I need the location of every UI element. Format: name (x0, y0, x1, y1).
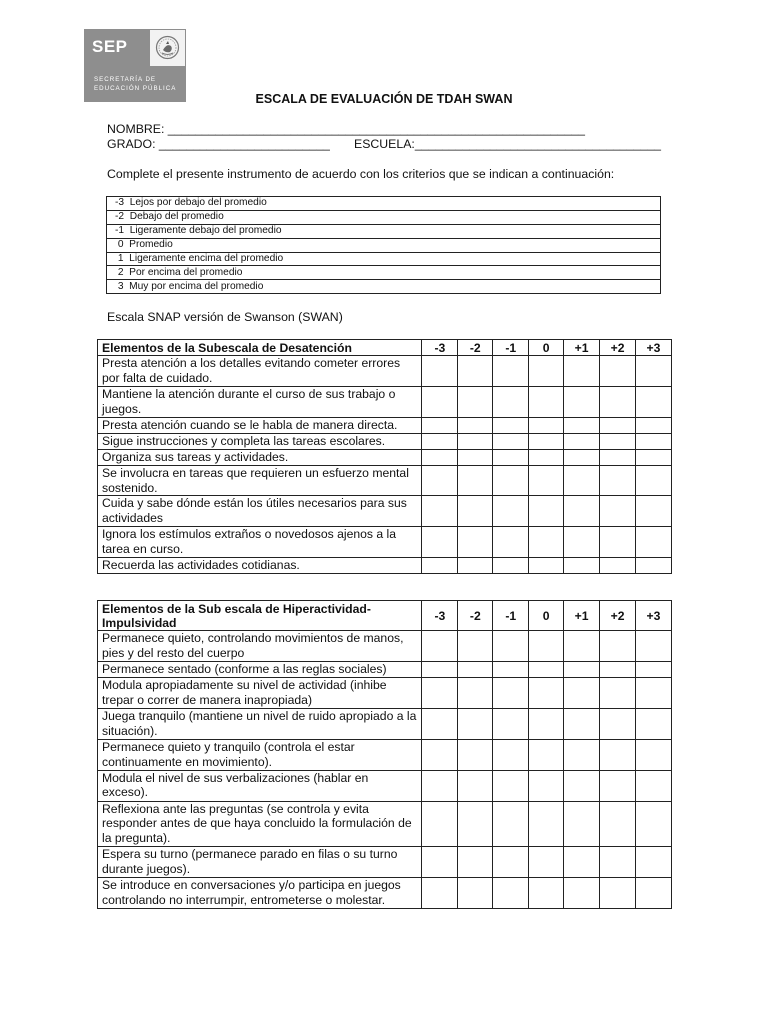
coat-of-arms-icon (155, 34, 180, 61)
rating-cell[interactable] (458, 387, 493, 418)
rating-cell[interactable] (600, 433, 636, 449)
rating-cell[interactable] (529, 770, 564, 801)
rating-cell[interactable] (422, 631, 458, 662)
rating-cell[interactable] (564, 878, 600, 909)
table-row (98, 739, 672, 770)
rating-cell[interactable] (422, 527, 458, 558)
rating-cell[interactable] (564, 449, 600, 465)
rating-cell[interactable] (529, 433, 564, 449)
item-text: Presta atención a los detalles evitando cometer errores por falta de cuidado. (98, 356, 422, 387)
scale-legend-entry: -1 Ligeramente debajo del promedio (107, 224, 661, 238)
rating-cell[interactable] (636, 433, 672, 449)
rating-cell[interactable] (600, 662, 636, 678)
rating-cell[interactable] (458, 449, 493, 465)
rating-cell[interactable] (529, 558, 564, 574)
rating-cell[interactable] (600, 878, 636, 909)
rating-cell[interactable] (564, 387, 600, 418)
rating-cell[interactable] (493, 558, 529, 574)
table-row (98, 708, 672, 739)
rating-cell[interactable] (636, 465, 672, 496)
logo-subtitle-line1: SECRETARÍA DE (94, 76, 157, 83)
hyperactivity-table (97, 600, 672, 909)
rating-cell[interactable] (529, 356, 564, 387)
table-row (98, 387, 672, 418)
table-row (98, 847, 672, 878)
inattention-rating-header: -3 (422, 340, 458, 356)
rating-cell[interactable] (493, 708, 529, 739)
rating-cell[interactable] (493, 801, 529, 847)
rating-cell[interactable] (422, 739, 458, 770)
scale-legend-row (107, 210, 661, 224)
rating-cell[interactable] (636, 708, 672, 739)
item-text: Mantiene la atención durante el curso de sus trabajo o juegos. (98, 387, 422, 418)
rating-cell[interactable] (636, 801, 672, 847)
rating-cell[interactable] (564, 558, 600, 574)
rating-cell[interactable] (600, 708, 636, 739)
rating-cell[interactable] (493, 465, 529, 496)
rating-cell[interactable] (458, 496, 493, 527)
scale-legend-entry: -3 Lejos por debajo del promedio (107, 197, 661, 211)
rating-cell[interactable] (529, 631, 564, 662)
table-row (98, 496, 672, 527)
rating-cell[interactable] (529, 387, 564, 418)
scale-legend-entry: 1 Ligeramente encima del promedio (107, 252, 661, 266)
rating-cell[interactable] (422, 708, 458, 739)
rating-cell[interactable] (529, 449, 564, 465)
rating-cell[interactable] (493, 770, 529, 801)
rating-cell[interactable] (600, 847, 636, 878)
rating-cell[interactable] (600, 356, 636, 387)
item-text: Cuida y sabe dónde están los útiles necesarios para sus actividades (98, 496, 422, 527)
rating-cell[interactable] (636, 677, 672, 708)
rating-cell[interactable] (600, 739, 636, 770)
table-row (98, 770, 672, 801)
scale-legend-entry: 3 Muy por encima del promedio (107, 280, 661, 294)
rating-cell[interactable] (529, 801, 564, 847)
scale-legend (106, 196, 661, 294)
item-text: Permanece quieto y tranquilo (controla el estar continuamente en movimiento). (98, 739, 422, 770)
rating-cell[interactable] (458, 878, 493, 909)
hyperactivity-rating-header: +3 (636, 601, 672, 631)
rating-cell[interactable] (493, 847, 529, 878)
table-row (98, 801, 672, 847)
rating-cell[interactable] (529, 677, 564, 708)
table-row (98, 465, 672, 496)
rating-cell[interactable] (458, 631, 493, 662)
rating-cell[interactable] (458, 356, 493, 387)
rating-cell[interactable] (564, 847, 600, 878)
item-text: Recuerda las actividades cotidianas. (98, 558, 422, 574)
rating-cell[interactable] (493, 739, 529, 770)
table-row (98, 449, 672, 465)
rating-cell[interactable] (636, 496, 672, 527)
rating-cell[interactable] (422, 770, 458, 801)
table-row (98, 527, 672, 558)
rating-cell[interactable] (600, 449, 636, 465)
rating-cell[interactable] (600, 387, 636, 418)
rating-cell[interactable] (422, 878, 458, 909)
table-row (98, 878, 672, 909)
coat-of-arms-box (150, 30, 185, 66)
rating-cell[interactable] (422, 558, 458, 574)
rating-cell[interactable] (564, 662, 600, 678)
rating-cell[interactable] (636, 558, 672, 574)
item-text: Se introduce en conversaciones y/o participa en juegos controlando no interrumpir, entrometerse o molestar. (98, 878, 422, 909)
instructions: Complete el presente instrumento de acuerdo con los criterios que se indican a continuación: (107, 167, 615, 181)
logo-name: SEP (92, 37, 128, 56)
rating-cell[interactable] (493, 356, 529, 387)
item-text: Permanece quieto, controlando movimientos de manos, pies y del resto del cuerpo (98, 631, 422, 662)
inattention-header: Elementos de la Subescala de Desatención (98, 340, 422, 356)
rating-cell[interactable] (636, 387, 672, 418)
rating-cell[interactable] (458, 527, 493, 558)
page-title: ESCALA DE EVALUACIÓN DE TDAH SWAN (255, 92, 513, 106)
item-text: Presta atención cuando se le habla de manera directa. (98, 417, 422, 433)
rating-cell[interactable] (636, 878, 672, 909)
inattention-rating-header: +1 (564, 340, 600, 356)
table-row (98, 558, 672, 574)
rating-cell[interactable] (422, 801, 458, 847)
item-text: Modula apropiadamente su nivel de actividad (inhibe trepar o correr de manera inapropiada) (98, 677, 422, 708)
rating-cell[interactable] (458, 558, 493, 574)
hyperactivity-rating-header: -3 (422, 601, 458, 631)
rating-cell[interactable] (422, 662, 458, 678)
escuela-field[interactable]: ESCUELA:____________________________________ (354, 137, 662, 151)
item-text: Se involucra en tareas que requieren un esfuerzo mental sostenido. (98, 465, 422, 496)
rating-cell[interactable] (458, 417, 493, 433)
rating-cell[interactable] (458, 770, 493, 801)
inattention-table (97, 339, 672, 574)
rating-cell[interactable] (458, 739, 493, 770)
item-text: Permanece sentado (conforme a las reglas sociales) (98, 662, 422, 678)
item-text: Reflexiona ante las preguntas (se controla y evita responder antes de que haya concluido la formulación de la pregunta). (98, 801, 422, 847)
scale-legend-entry: 0 Promedio (107, 238, 661, 252)
rating-cell[interactable] (564, 677, 600, 708)
rating-cell[interactable] (636, 739, 672, 770)
rating-cell[interactable] (564, 465, 600, 496)
inattention-rating-header: +3 (636, 340, 672, 356)
hyperactivity-rating-header: -2 (458, 601, 493, 631)
rating-cell[interactable] (636, 770, 672, 801)
rating-cell[interactable] (493, 878, 529, 909)
rating-cell[interactable] (636, 631, 672, 662)
rating-cell[interactable] (636, 662, 672, 678)
rating-cell[interactable] (422, 847, 458, 878)
logo-banner (84, 29, 186, 67)
rating-cell[interactable] (600, 465, 636, 496)
table-row (98, 677, 672, 708)
rating-cell[interactable] (458, 708, 493, 739)
rating-cell[interactable] (422, 417, 458, 433)
rating-cell[interactable] (458, 801, 493, 847)
rating-cell[interactable] (529, 662, 564, 678)
rating-cell[interactable] (529, 847, 564, 878)
rating-cell[interactable] (493, 496, 529, 527)
rating-cell[interactable] (564, 739, 600, 770)
scale-legend-row (107, 197, 661, 211)
rating-cell[interactable] (422, 677, 458, 708)
rating-cell[interactable] (529, 465, 564, 496)
rating-cell[interactable] (600, 496, 636, 527)
rating-cell[interactable] (600, 801, 636, 847)
rating-cell[interactable] (600, 631, 636, 662)
rating-cell[interactable] (564, 356, 600, 387)
hyperactivity-rating-header: -1 (493, 601, 529, 631)
rating-cell[interactable] (564, 708, 600, 739)
scale-legend-row (107, 238, 661, 252)
rating-cell[interactable] (564, 631, 600, 662)
rating-cell[interactable] (422, 465, 458, 496)
rating-cell[interactable] (636, 449, 672, 465)
nombre-field[interactable]: NOMBRE: _____________________________________________________________ (107, 122, 585, 136)
table-row (98, 662, 672, 678)
rating-cell[interactable] (600, 770, 636, 801)
inattention-rating-header: -2 (458, 340, 493, 356)
table-row (98, 631, 672, 662)
rating-cell[interactable] (564, 433, 600, 449)
inattention-rating-header: 0 (529, 340, 564, 356)
rating-cell[interactable] (529, 417, 564, 433)
rating-cell[interactable] (493, 662, 529, 678)
rating-cell[interactable] (422, 387, 458, 418)
rating-cell[interactable] (493, 417, 529, 433)
scale-legend-entry: -2 Debajo del promedio (107, 210, 661, 224)
rating-cell[interactable] (600, 558, 636, 574)
logo-subtitle (94, 76, 176, 93)
table-row (98, 433, 672, 449)
rating-cell[interactable] (636, 847, 672, 878)
rating-cell[interactable] (493, 433, 529, 449)
rating-cell[interactable] (600, 527, 636, 558)
hyperactivity-rating-header: +1 (564, 601, 600, 631)
hyperactivity-rating-header: 0 (529, 601, 564, 631)
rating-cell[interactable] (564, 496, 600, 527)
inattention-rating-header: +2 (600, 340, 636, 356)
item-text: Ignora los estímulos extraños o novedosos ajenos a la tarea en curso. (98, 527, 422, 558)
rating-cell[interactable] (600, 417, 636, 433)
item-text: Modula el nivel de sus verbalizaciones (hablar en exceso). (98, 770, 422, 801)
grado-field[interactable]: GRADO: _________________________ (107, 137, 330, 151)
rating-cell[interactable] (529, 708, 564, 739)
rating-cell[interactable] (564, 527, 600, 558)
rating-cell[interactable] (458, 847, 493, 878)
scale-legend-entry: 2 Por encima del promedio (107, 266, 661, 280)
rating-cell[interactable] (422, 496, 458, 527)
logo-subtitle-line2: EDUCACIÓN PÚBLICA (94, 84, 177, 92)
rating-cell[interactable] (458, 433, 493, 449)
rating-cell[interactable] (600, 677, 636, 708)
rating-cell[interactable] (529, 878, 564, 909)
table-row (98, 417, 672, 433)
rating-cell[interactable] (529, 527, 564, 558)
rating-cell[interactable] (564, 770, 600, 801)
rating-cell[interactable] (493, 387, 529, 418)
rating-cell[interactable] (636, 356, 672, 387)
rating-cell[interactable] (493, 631, 529, 662)
item-text: Espera su turno (permanece parado en filas o su turno durante juegos). (98, 847, 422, 878)
rating-cell[interactable] (529, 739, 564, 770)
scale-legend-row (107, 266, 661, 280)
scale-legend-row (107, 252, 661, 266)
item-text: Juega tranquilo (mantiene un nivel de ruido apropiado a la situación). (98, 708, 422, 739)
rating-cell[interactable] (493, 677, 529, 708)
rating-cell[interactable] (493, 527, 529, 558)
rating-cell[interactable] (529, 496, 564, 527)
scale-legend-row (107, 280, 661, 294)
scale-legend-row (107, 224, 661, 238)
rating-cell[interactable] (636, 527, 672, 558)
hyperactivity-header: Elementos de la Sub escala de Hiperactividad-Impulsividad (98, 601, 422, 631)
rating-cell[interactable] (564, 801, 600, 847)
item-text: Sigue instrucciones y completa las tareas escolares. (98, 433, 422, 449)
rating-cell[interactable] (458, 465, 493, 496)
rating-cell[interactable] (636, 417, 672, 433)
rating-cell[interactable] (458, 677, 493, 708)
inattention-rating-header: -1 (493, 340, 529, 356)
rating-cell[interactable] (422, 356, 458, 387)
rating-cell[interactable] (564, 417, 600, 433)
rating-cell[interactable] (458, 662, 493, 678)
swan-label: Escala SNAP versión de Swanson (SWAN) (107, 310, 343, 324)
rating-cell[interactable] (493, 449, 529, 465)
rating-cell[interactable] (422, 449, 458, 465)
rating-cell[interactable] (422, 433, 458, 449)
table-row (98, 356, 672, 387)
hyperactivity-rating-header: +2 (600, 601, 636, 631)
item-text: Organiza sus tareas y actividades. (98, 449, 422, 465)
